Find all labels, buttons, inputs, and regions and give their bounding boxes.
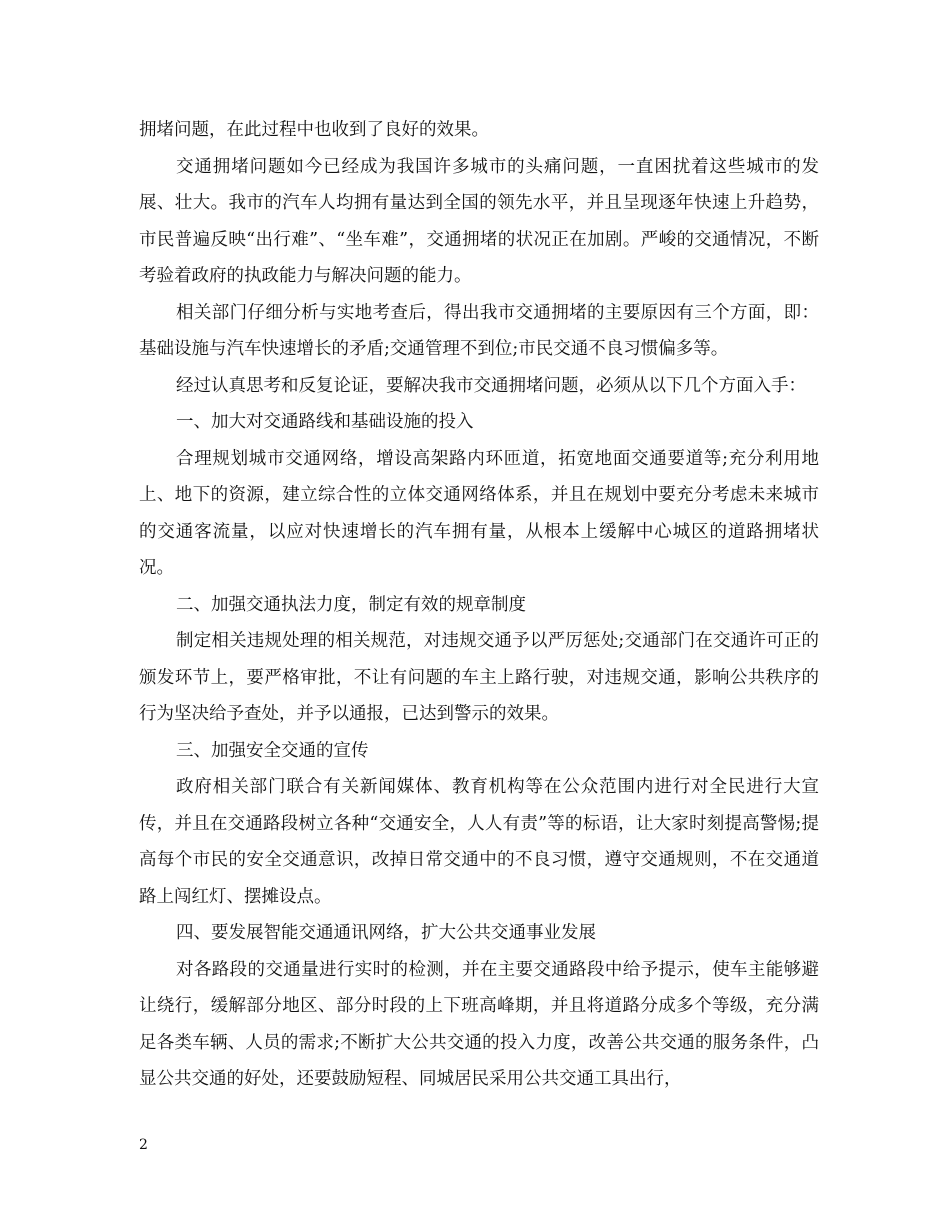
paragraph-infrastructure: 合理规划城市交通网络，增设高架路内环匝道，拓宽地面交通要道等;充分利用地上、地下的资源，建立综合性的立体交通网络体系，并且在规划中要充分考虑未来城市的交通客流量，以应对快速增长的汽车拥有量，从根本上缓解中心城区的道路拥堵状况。 xyxy=(139,448,819,578)
paragraph-solutions-intro: 经过认真思考和反复论证，要解决我市交通拥堵问题，必须从以下几个方面入手： xyxy=(176,375,806,396)
paragraph-traffic-problem: 交通拥堵问题如今已经成为我国许多城市的头痛问题，一直困扰着这些城市的发展、壮大。我市的汽车人均拥有量达到全国的领先水平，并且呈现逐年快速上升趋势，市民普遍反映“出行难”、“坐车难”，交通拥堵的状况正在加剧。严峻的交通情况，不断考验着政府的执政能力与解决问题的能力。 xyxy=(139,156,819,286)
paragraph-enforcement: 制定相关违规处理的相关规范，对违规交通予以严厉惩处;交通部门在交通许可正的颁发环节上，要严格审批，不让有问题的车主上路行驶，对违规交通，影响公共秩序的行为坚决给予查处，并予以通报，已达到警示的效果。 xyxy=(139,631,819,724)
paragraph-causes: 相关部门仔细分析与实地考查后，得出我市交通拥堵的主要原因有三个方面，即：基础设施与汽车快速增长的矛盾;交通管理不到位;市民交通不良习惯偏多等。 xyxy=(139,302,819,359)
section-heading-enforcement: 二、加强交通执法力度，制定有效的规章制度 xyxy=(176,594,526,615)
section-heading-safety-publicity: 三、加强安全交通的宣传 xyxy=(176,740,369,761)
page-number: 2 xyxy=(139,1137,148,1153)
paragraph-smart-transport: 对各路段的交通量进行实时的检测，并在主要交通路段中给予提示，使车主能够避让绕行，缓解部分地区、部分时段的上下班高峰期，并且将道路分成多个等级，充分满足各类车辆、人员的需求;不断扩大公共交通的投入力度，改善公共交通的服务条件，凸显公共交通的好处，还要鼓励短程、同城居民采用公共交通工具出行， xyxy=(139,959,819,1089)
section-heading-infrastructure: 一、加大对交通路线和基础设施的投入 xyxy=(176,412,474,432)
paragraph-safety-publicity: 政府相关部门联合有关新闻媒体、教育机构等在公众范围内进行对全民进行大宣传，并且在交通路段树立各种“交通安全，人人有责”等的标语，让大家时刻提高警惕;提高每个市民的安全交通意识，改掉日常交通中的不良习惯，遵守交通规则，不在交通道路上闯红灯、摆摊设点。 xyxy=(139,777,819,907)
paragraph-continuation: 拥堵问题，在此过程中也收到了良好的效果。 xyxy=(139,120,489,140)
section-heading-smart-transport: 四、要发展智能交通通讯网络，扩大公共交通事业发展 xyxy=(176,923,596,943)
document-body xyxy=(139,112,819,1098)
